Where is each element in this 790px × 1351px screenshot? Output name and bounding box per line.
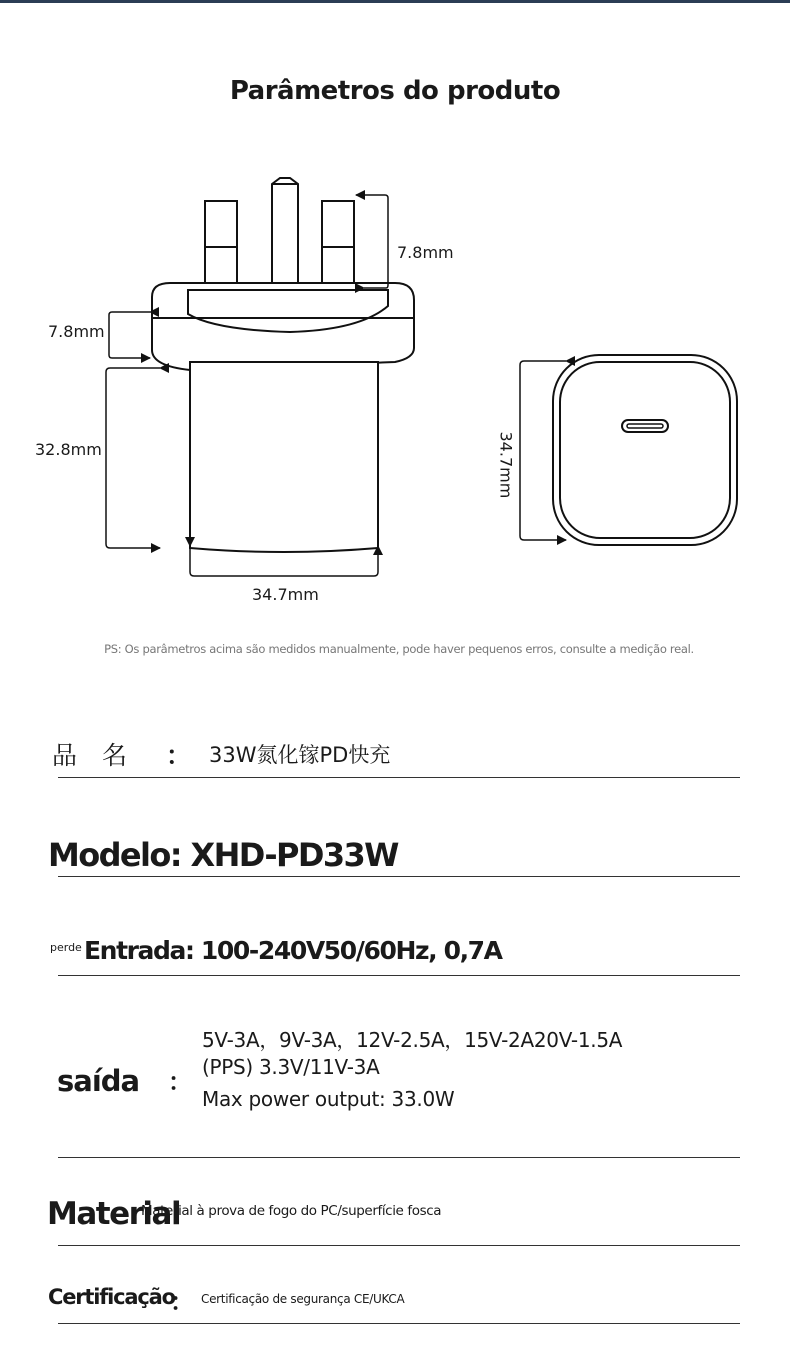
charger-body <box>190 362 378 552</box>
product-name-value: 33W氮化镓PD快充 <box>209 743 391 767</box>
output-line-3: Max power output: 33.0W <box>202 1087 455 1111</box>
dim-prong-width: 7.8mm <box>397 243 454 262</box>
dim-body-height: 32.8mm <box>35 440 102 459</box>
page-title: Parâmetros do produto <box>229 76 561 106</box>
input-text: Entrada: 100-240V50/60Hz, 0,7A <box>84 936 502 965</box>
plug-base <box>152 283 414 370</box>
divider <box>58 1323 740 1324</box>
material-label: Material <box>47 1196 181 1232</box>
output-label: saída <box>57 1064 140 1098</box>
material-value: Material à prova de fogo do PC/superfície fosca <box>141 1203 442 1219</box>
side-view <box>553 355 737 545</box>
product-name-label: 品 名 <box>52 741 128 770</box>
measurement-note: PS: Os parâmetros acima são medidos manualmente, pode haver pequenos erros, consulte a medição real. <box>104 642 694 656</box>
input-prefix: perde <box>50 941 82 954</box>
model-text: Modelo: XHD-PD33W <box>48 836 398 874</box>
dim-body-width: 34.7mm <box>252 585 319 604</box>
right-prong <box>322 201 354 293</box>
left-prong <box>205 201 237 293</box>
output-colon: ： <box>168 1068 192 1096</box>
certification-value: Certificação de segurança CE/UKCA <box>201 1292 405 1306</box>
usb-c-port <box>622 420 668 432</box>
divider <box>58 777 740 778</box>
charger-dimension-diagram <box>0 0 790 620</box>
dim-side-height: 34.7mm <box>496 431 516 499</box>
divider <box>58 876 740 877</box>
output-line-2: (PPS) 3.3V/11V-3A <box>202 1055 380 1079</box>
divider <box>58 1245 740 1246</box>
dim-top-height: 7.8mm <box>48 322 105 341</box>
divider <box>58 1157 740 1158</box>
certification-colon: ： <box>170 1288 194 1316</box>
product-name-colon: ： <box>166 741 192 770</box>
output-line-1: 5V-3A，9V-3A，12V-2.5A，15V-2A20V-1.5A <box>202 1028 623 1052</box>
divider <box>58 975 740 976</box>
certification-label: Certificação <box>48 1285 175 1309</box>
